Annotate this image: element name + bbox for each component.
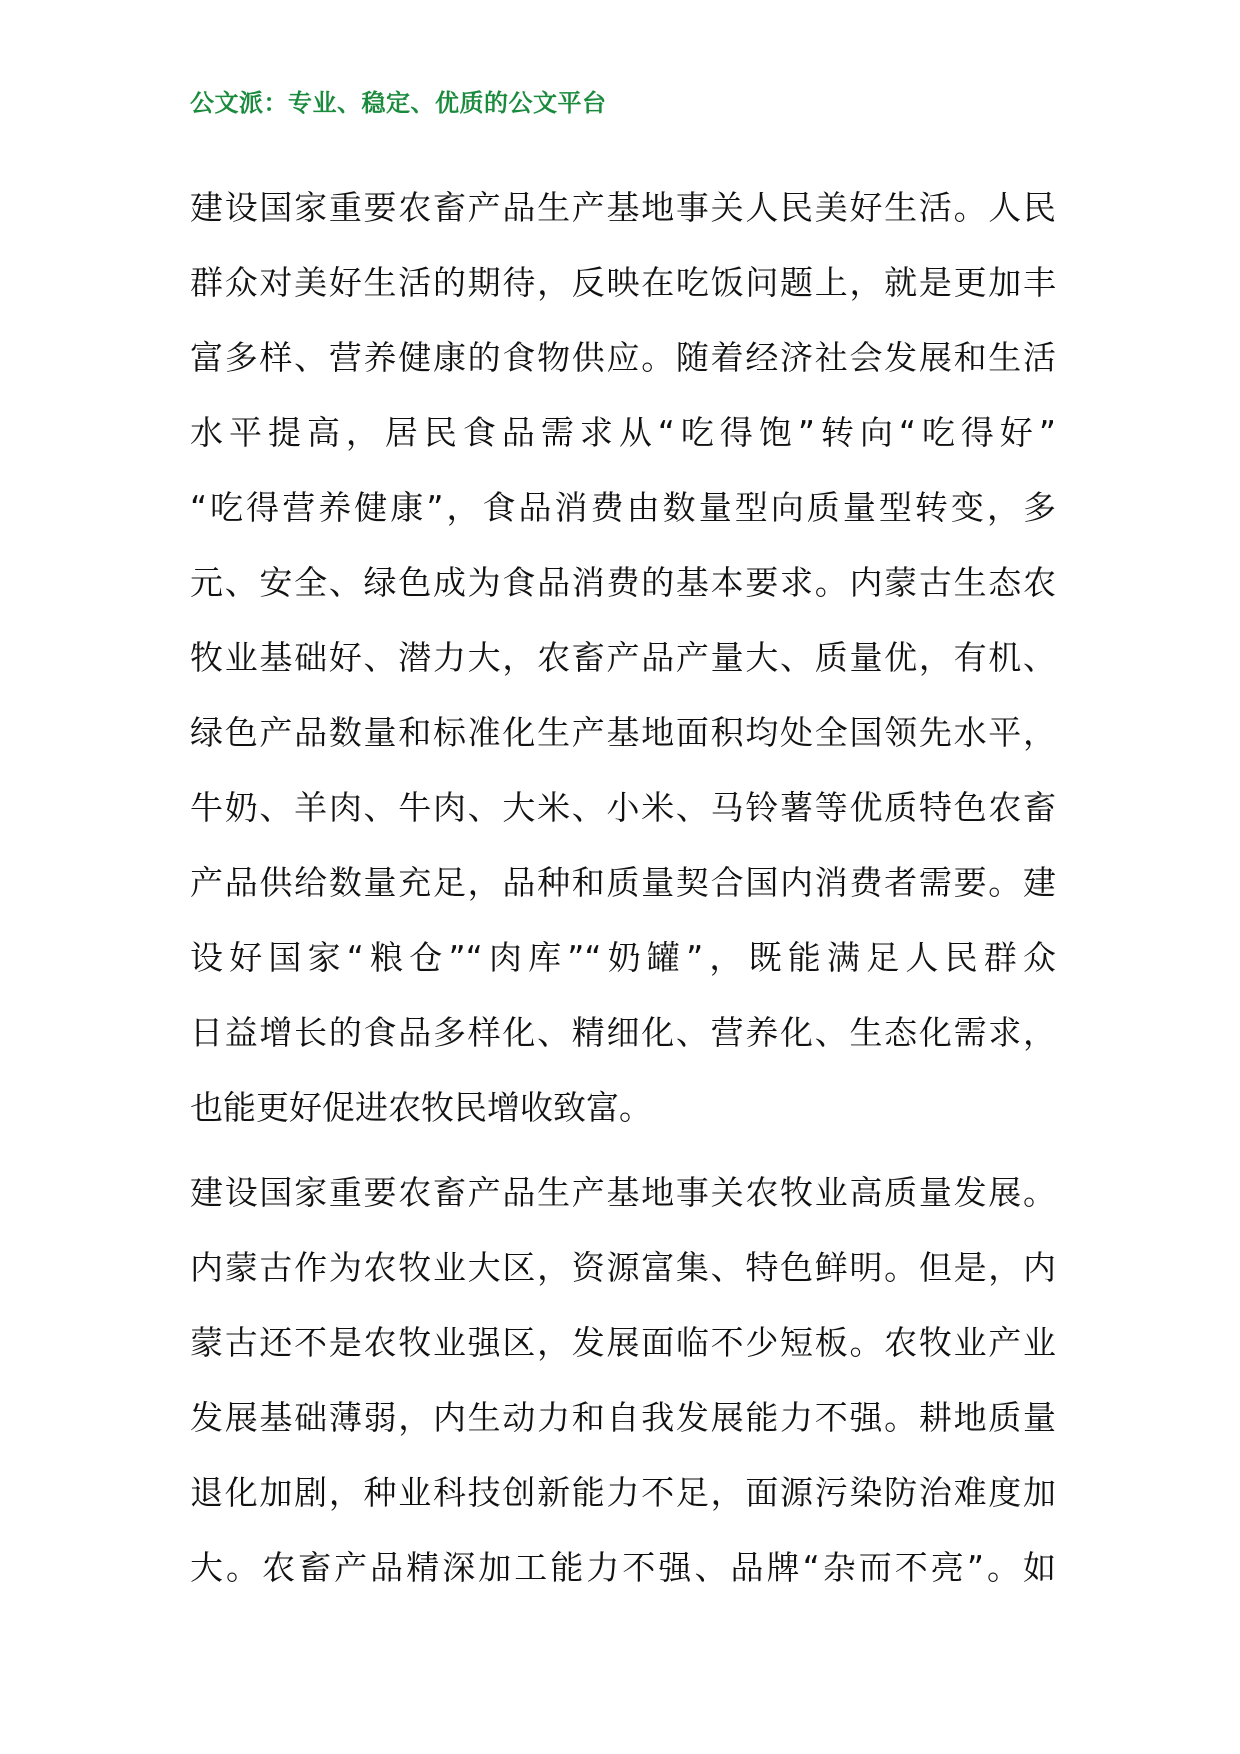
text-line: 群众对美好生活的期待，反映在吃饭问题上，就是更加丰 (190, 263, 1056, 302)
text-line: “吃得营养健康”，食品消费由数量型向质量型转变，多 (190, 488, 1056, 527)
text-line: 建设国家重要农畜产品生产基地事关人民美好生活。人民 (190, 188, 1056, 227)
text-line: 绿色产品数量和标准化生产基地面积均处全国领先水平， (190, 713, 1056, 752)
text-line: 退化加剧，种业科技创新能力不足，面源污染防治难度加 (190, 1473, 1056, 1512)
paragraph (190, 170, 1056, 1145)
text-line: 蒙古还不是农牧业强区，发展面临不少短板。农牧业产业 (190, 1323, 1056, 1362)
text-line: 建设国家重要农畜产品生产基地事关农牧业高质量发展。 (190, 1173, 1056, 1212)
text-line: 设好国家“粮仓”“肉库”“奶罐”，既能满足人民群众 (190, 938, 1056, 977)
text-line: 元、安全、绿色成为食品消费的基本要求。内蒙古生态农 (190, 563, 1056, 602)
text-line: 大。农畜产品精深加工能力不强、品牌“杂而不亮”。如 (190, 1548, 1056, 1587)
text-line: 发展基础薄弱，内生动力和自我发展能力不强。耕地质量 (190, 1398, 1056, 1437)
text-line: 日益增长的食品多样化、精细化、营养化、生态化需求， (190, 1013, 1056, 1052)
text-line: 牛奶、羊肉、牛肉、大米、小米、马铃薯等优质特色农畜 (190, 788, 1056, 827)
text-line: 也能更好促进农牧民增收致富。 (190, 1088, 652, 1127)
text-line: 牧业基础好、潜力大，农畜产品产量大、质量优，有机、 (190, 638, 1056, 677)
text-line: 产品供给数量充足，品种和质量契合国内消费者需要。建 (190, 863, 1056, 902)
text-line: 富多样、营养健康的食物供应。随着经济社会发展和生活 (190, 338, 1056, 377)
paragraph (190, 1155, 1056, 1605)
text-line: 内蒙古作为农牧业大区，资源富集、特色鲜明。但是，内 (190, 1248, 1056, 1287)
document-body (190, 170, 1056, 1615)
text-line: 水平提高，居民食品需求从“吃得饱”转向“吃得好” (190, 413, 1056, 452)
site-header: 公文派：专业、稳定、优质的公文平台 (190, 89, 607, 117)
